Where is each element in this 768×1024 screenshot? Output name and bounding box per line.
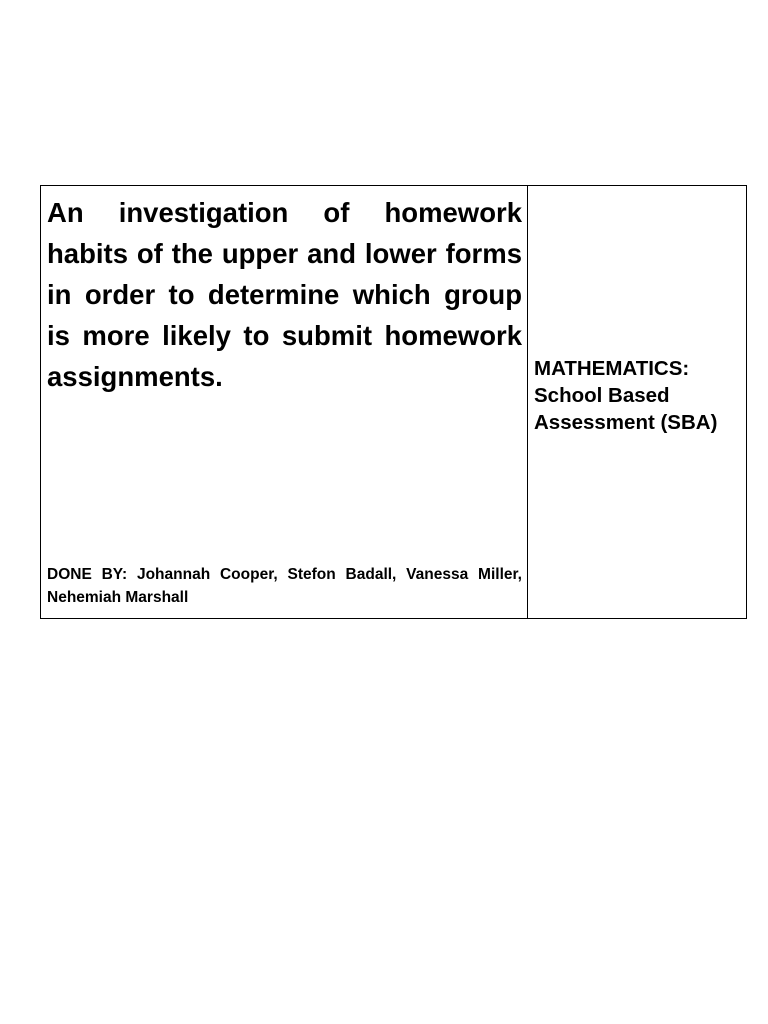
subject-heading	[534, 355, 749, 436]
project-title: An investigation of homework habits of the upper and lower forms in order to determine which group is more likely to submit homework assignments.	[47, 197, 522, 392]
cover-table	[40, 185, 747, 619]
title-cell	[41, 186, 528, 618]
subject-cell	[528, 186, 746, 618]
subject-line-1: MATHEMATICS:	[534, 357, 690, 380]
authors-line: DONE BY: Johannah Cooper, Stefon Badall, Vanessa Miller, Nehemiah Marshall	[47, 566, 522, 606]
subject-line-2: School Based	[534, 384, 670, 407]
subject-line-3: Assessment (SBA)	[534, 411, 718, 434]
